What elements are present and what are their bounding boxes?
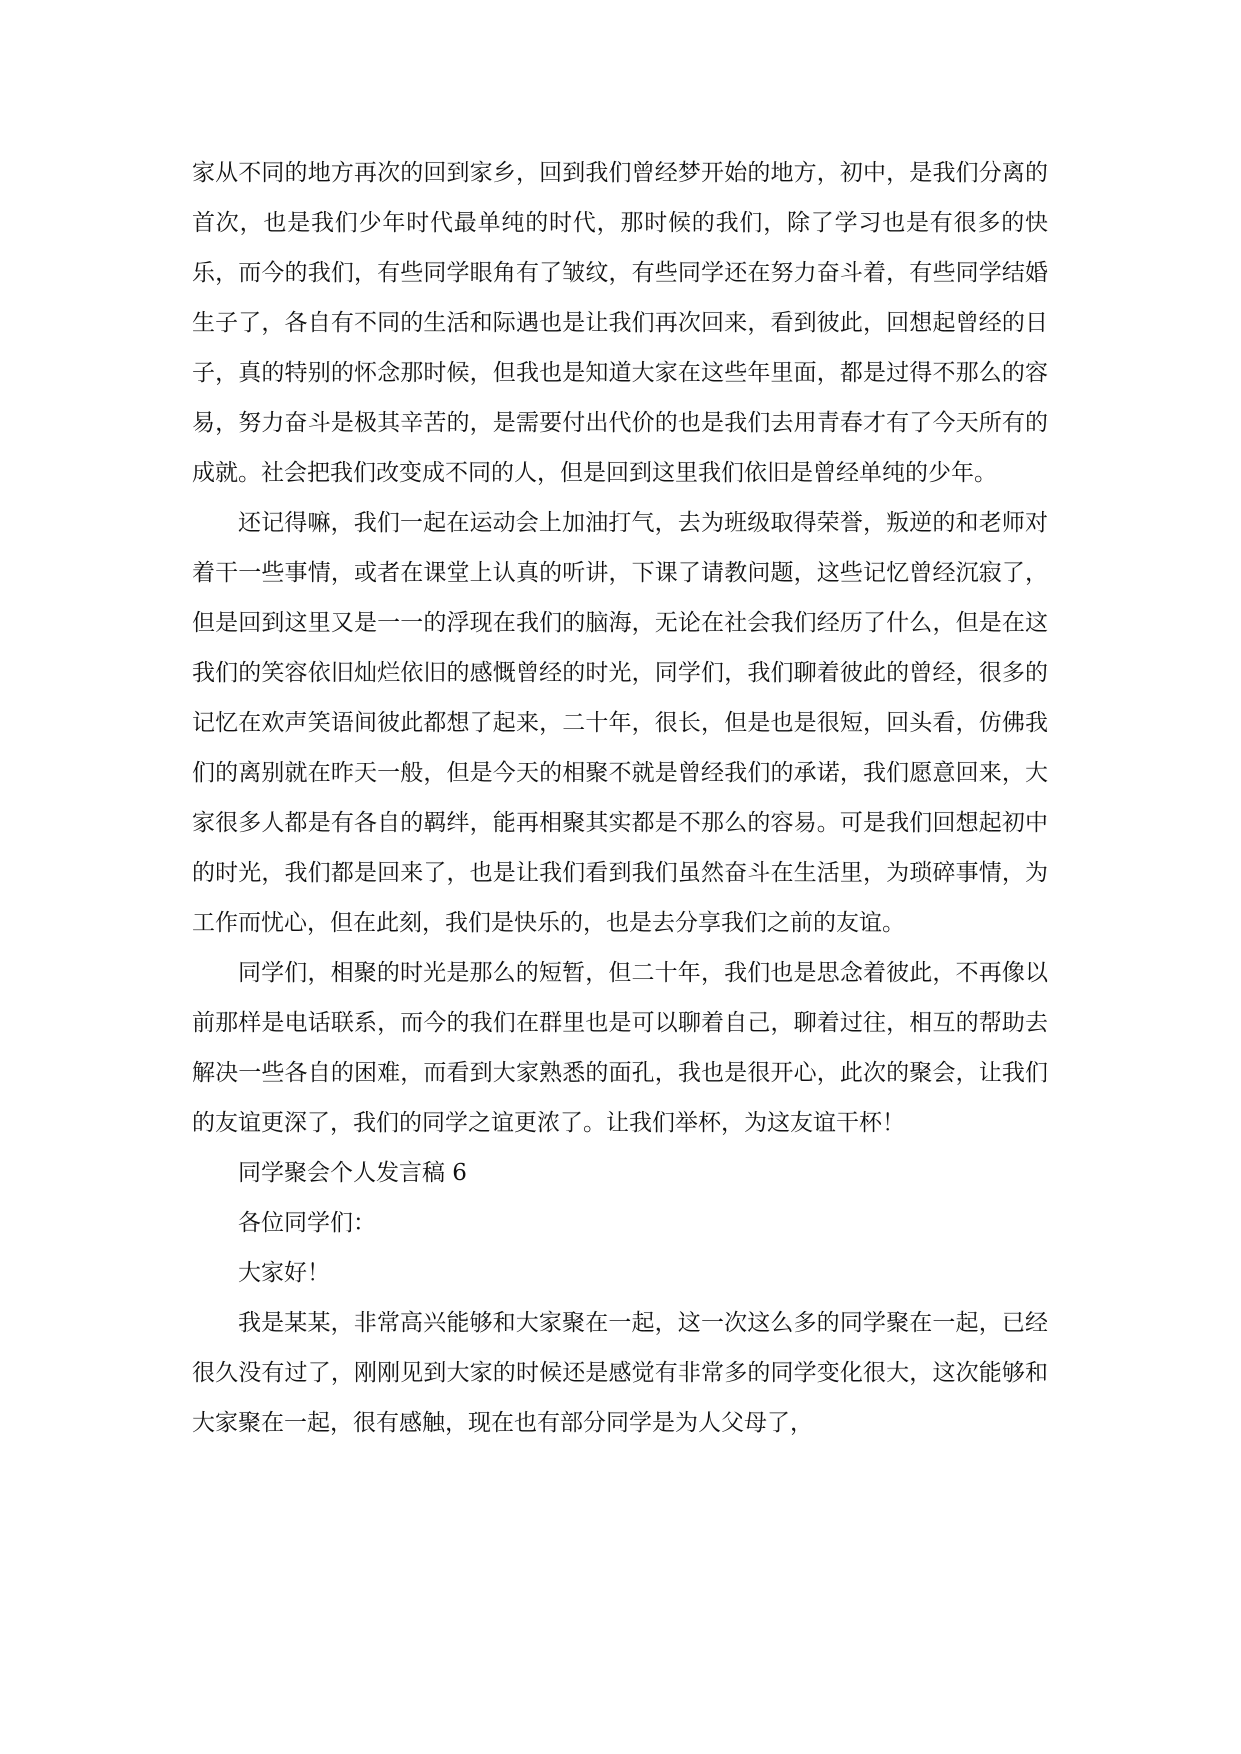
paragraph-toast: 同学们，相聚的时光是那么的短暂，但二十年，我们也是思念着彼此，不再像以前那样是电话联系，而今的我们在群里也是可以聊着自己，聊着过往，相互的帮助去解决一些各自的困难，而看到大家熟悉的面孔，我也是很开心，此次的聚会，让我们的友谊更深了，我们的同学之谊更浓了。让我们举杯，为这友谊干杯！ bbox=[192, 960, 1048, 1136]
greeting: 大家好！ bbox=[238, 1260, 330, 1286]
paragraph-continuation: 家从不同的地方再次的回到家乡，回到我们曾经梦开始的地方，初中，是我们分离的首次，也是我们少年时代最单纯的时代，那时候的我们，除了学习也是有很多的快乐，而今的我们，有些同学眼角有了皱纹，有些同学还在努力奋斗着，有些同学结婚生子了，各自有不同的生活和际遇也是让我们再次回来，看到彼此，回想起曾经的日子，真的特别的怀念那时候，但我也是知道大家在这些年里面，都是过得不那么的容易，努力奋斗是极其辛苦的，是需要付出代价的也是我们去用青春才有了今天所有的成就。社会把我们改变成不同的人，但是回到这里我们依旧是曾经单纯的少年。 bbox=[192, 160, 1048, 486]
section-heading: 同学聚会个人发言稿 6 bbox=[238, 1160, 467, 1186]
paragraph-speech-opening: 我是某某，非常高兴能够和大家聚在一起，这一次这么多的同学聚在一起，已经很久没有过了，刚刚见到大家的时候还是感觉有非常多的同学变化很大，这次能够和大家聚在一起，很有感触，现在也有部分同学是为人父母了， bbox=[192, 1310, 1048, 1436]
document-body bbox=[192, 148, 1048, 1448]
paragraph-memories: 还记得嘛，我们一起在运动会上加油打气，去为班级取得荣誉，叛逆的和老师对着干一些事情，或者在课堂上认真的听讲，下课了请教问题，这些记忆曾经沉寂了，但是回到这里又是一一的浮现在我们的脑海，无论在社会我们经历了什么，但是在这我们的笑容依旧灿烂依旧的感慨曾经的时光，同学们，我们聊着彼此的曾经，很多的记忆在欢声笑语间彼此都想了起来，二十年，很长，但是也是很短，回头看，仿佛我们的离别就在昨天一般，但是今天的相聚不就是曾经我们的承诺，我们愿意回来，大家很多人都是有各自的羁绊，能再相聚其实都是不那么的容易。可是我们回想起初中的时光，我们都是回来了，也是让我们看到我们虽然奋斗在生活里，为琐碎事情，为工作而忧心，但在此刻，我们是快乐的，也是去分享我们之前的友谊。 bbox=[192, 510, 1048, 936]
salutation: 各位同学们： bbox=[238, 1210, 376, 1236]
